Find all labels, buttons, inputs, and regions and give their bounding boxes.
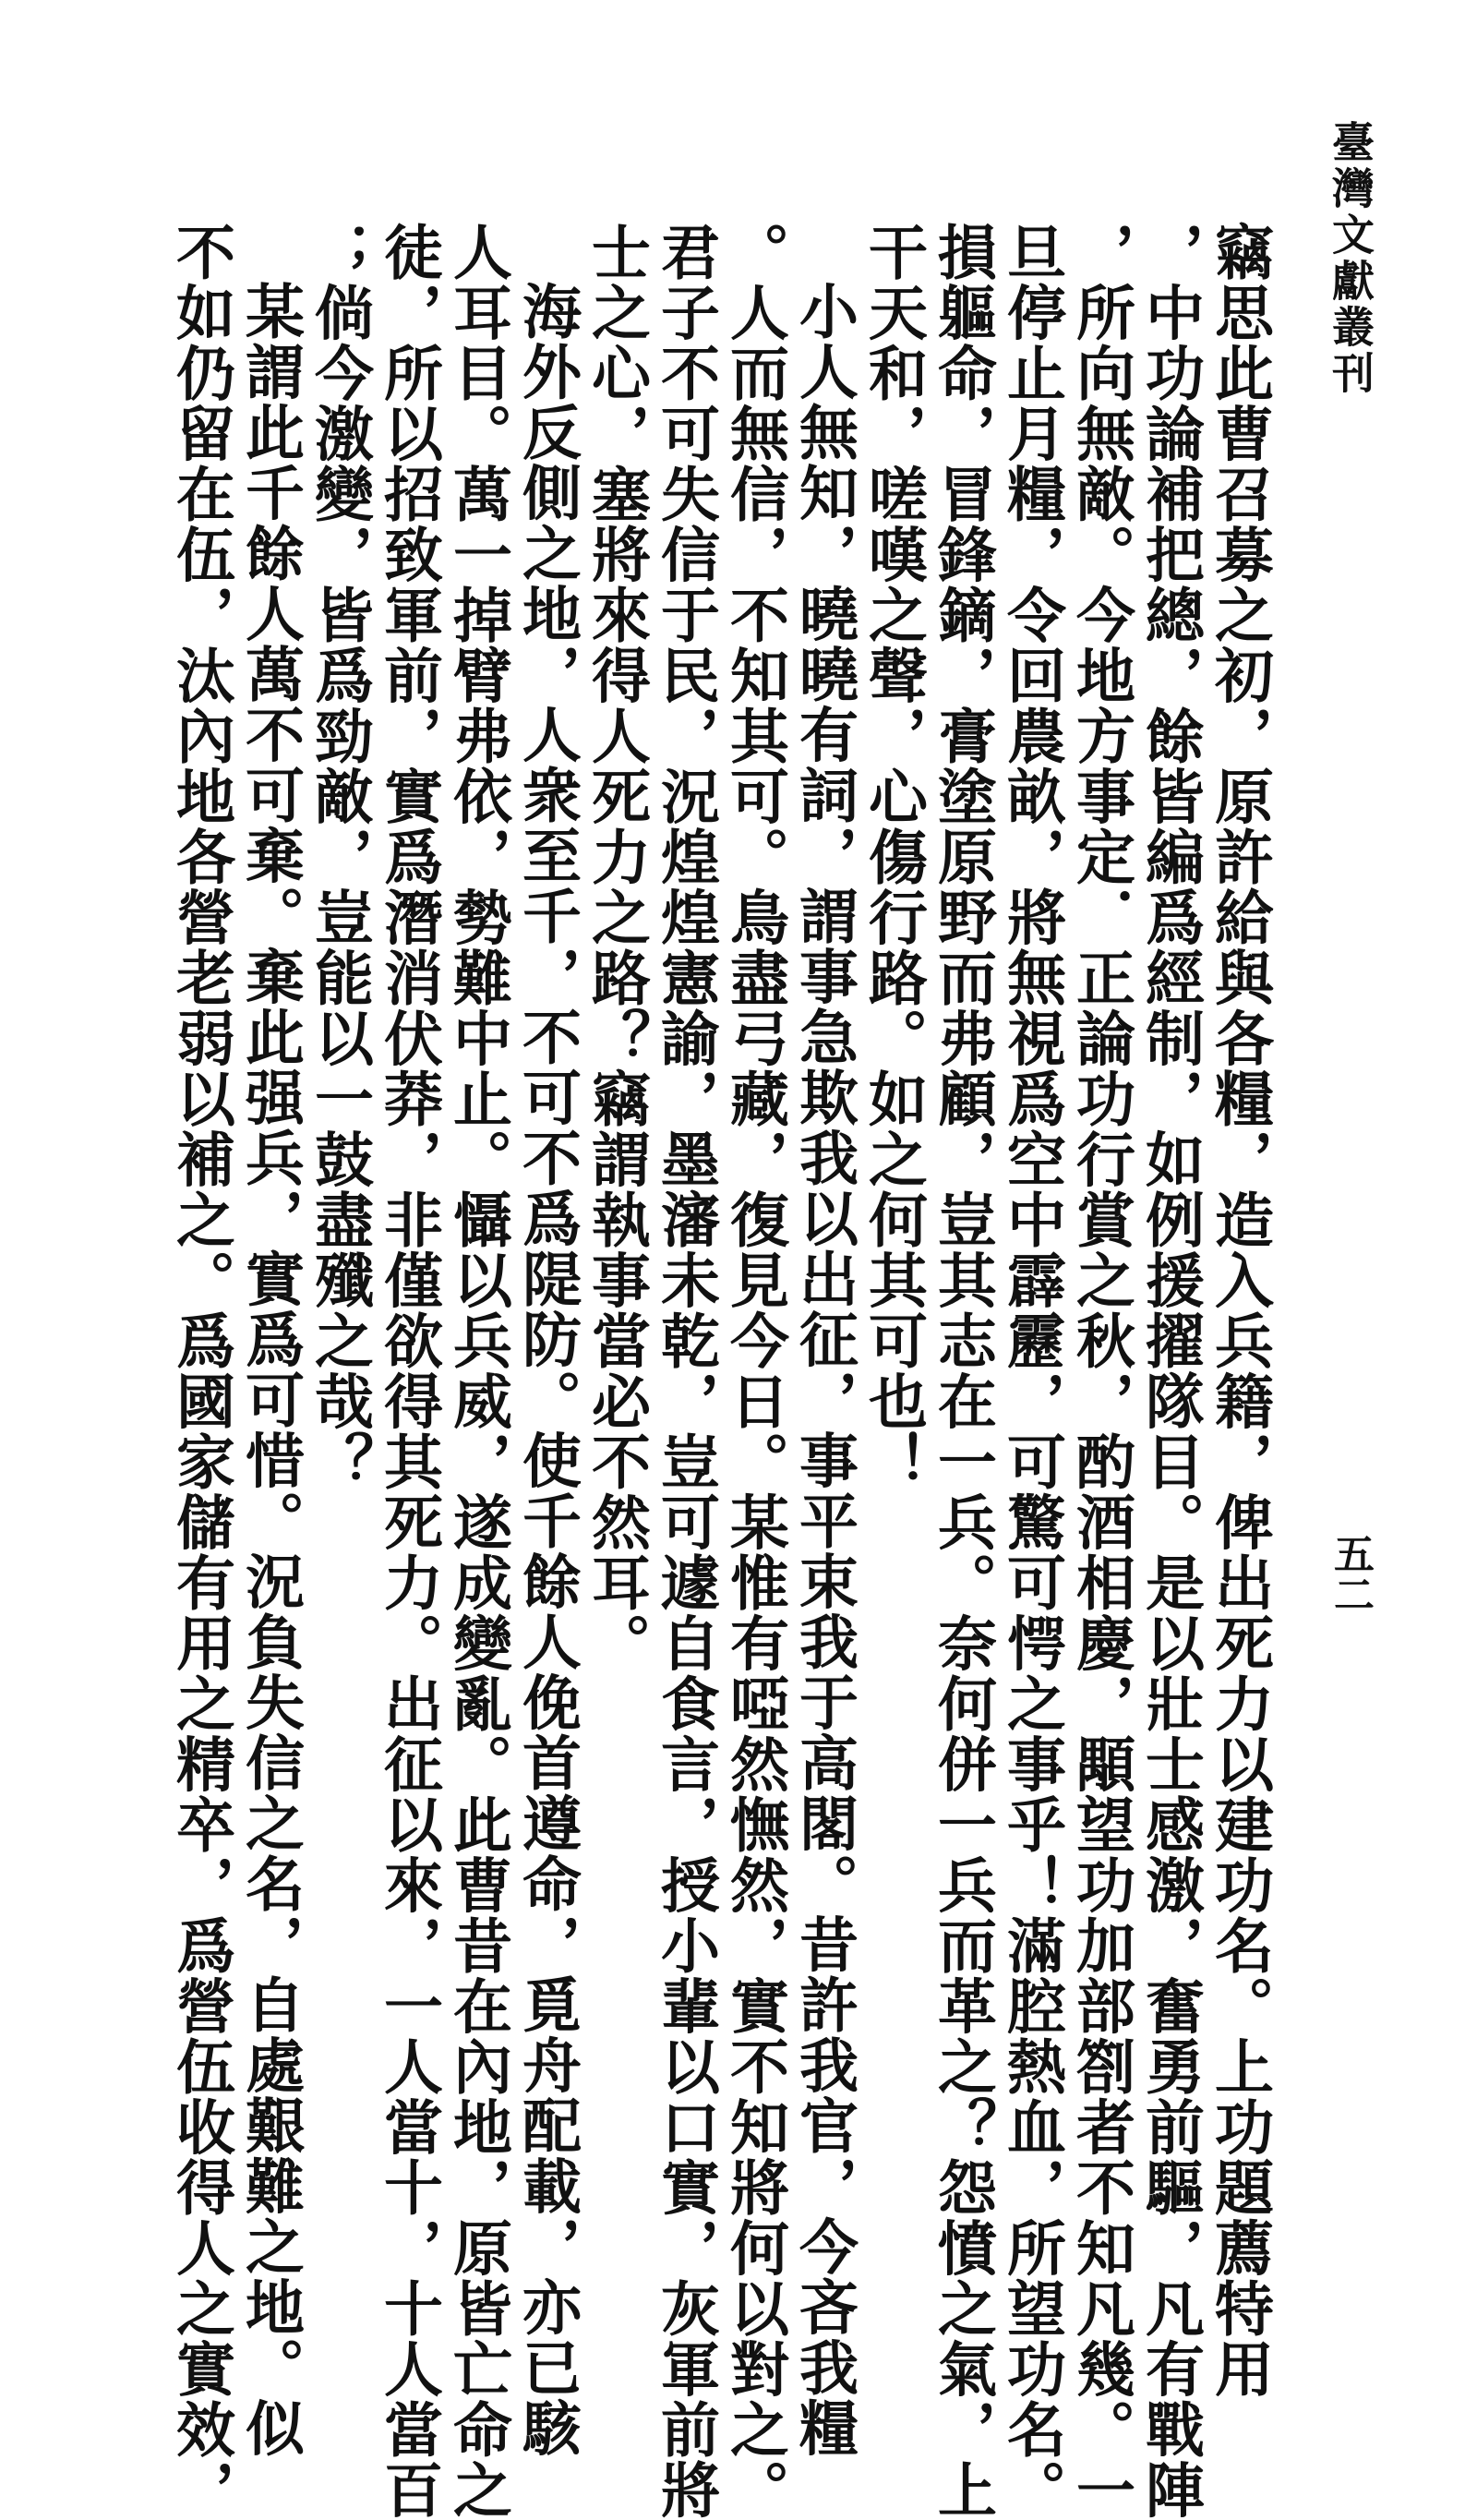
text-column: ，中功論補把總，餘皆編爲經制，如例援擢隊目。是以壯士感激，奮勇前驅，凡有戰陣: [1135, 222, 1205, 2520]
main-text-block: [166, 222, 1274, 2520]
page-number: 五二: [1327, 1533, 1374, 1614]
text-column: 不如仍留在伍，汰內地各營老弱以補之。爲國家儲有用之精卒，爲營伍收得人之實效，: [166, 222, 235, 2520]
text-column: ；倘今激變，皆爲勁敵，豈能以一鼓盡殲之哉？: [305, 222, 374, 1492]
text-column: 竊思此曹召募之初，原許給與各糧，造入兵籍，俾出死力以建功名。上功題薦特用: [1205, 222, 1274, 2399]
text-column: 小人無知，曉曉有詞，謂事急欺我以出征，事平束我于高閣。昔許我官，今吝我糧: [789, 281, 859, 2458]
text-column: 士之心，塞將來得人死力之路？竊謂執事當必不然耳。: [582, 222, 651, 1673]
text-column: 君子不可失信于民，況煌煌憲諭，墨瀋未乾，豈可遽自食言，授小輩以口實，灰軍前將: [651, 222, 720, 2520]
text-column: 某謂此千餘人萬不可棄。棄此强兵，實爲可惜。況負失信之名，自處艱難之地。似: [235, 281, 305, 2458]
text-column: 干天和，嗟嘆之聲，心傷行路。如之何其可也！: [859, 222, 928, 1492]
text-column: 人耳目。萬一掉臂弗依，勢難中止。懾以兵威，遂成變亂。此曹昔在內地，原皆亡命之: [443, 222, 512, 2520]
text-column: 損軀命，冒鋒鏑，膏塗原野而弗顧，豈其志在一兵。奈何併一兵而革之？怨憤之氣，上: [928, 222, 997, 2520]
text-column: 海外反側之地，人衆至千，不可不爲隄防。使千餘人俛首遵命，覓舟配載，亦已駭: [512, 281, 582, 2458]
text-column: 。人而無信，不知其可。鳥盡弓藏，復見今日。某惟有啞然憮然，實不知將何以對之。: [720, 222, 789, 2520]
text-column: ，所向無敵。今地方事定．正論功行賞之秋，酌酒相慶，顒望功加部劄者不知凡幾。一: [1066, 222, 1135, 2520]
text-column: 旦停止月糧，令回農畝，將無視爲空中霹靂，可驚可愕之事乎！滿腔熱血，所望功名。: [997, 222, 1066, 2520]
running-header-title: 臺灣文獻叢刊: [1326, 120, 1375, 397]
text-column: 徒，所以招致軍前，實爲潛消伏莽，非僅欲得其死力。出征以來，一人當十，十人當百: [374, 222, 443, 2520]
